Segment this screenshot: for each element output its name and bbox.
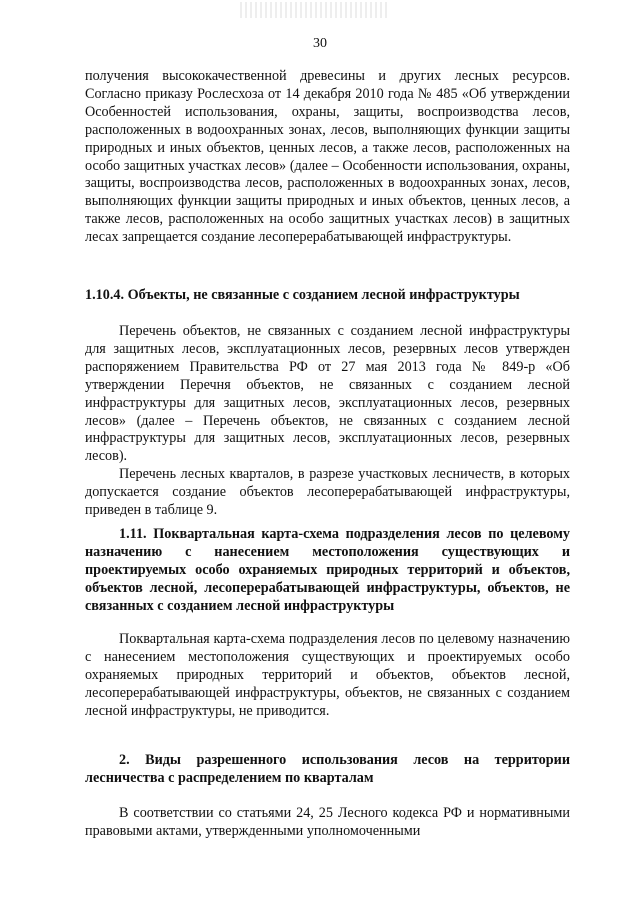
section-2-body <box>85 805 570 841</box>
paragraph-intro <box>85 68 570 247</box>
heading-section-2: 2. Виды разрешенного использования лесов на территории лесничества с распределением по кварталам <box>85 752 570 786</box>
heading-1-11: 1.11. Поквартальная карта-схема подразделения лесов по целевому назначению с нанесением местоположения существующих и проектируемых особо охраняемых природных территорий и объектов, объектов лесной, лесоперерабатывающей инфраструктуры, объектов, не связанных с созданием лесной инфраструктуры <box>85 526 570 614</box>
scan-artifact <box>240 2 390 18</box>
paragraph-text: получения высококачественной древесины и других лесных ресурсов. Согласно приказу Рослесхоза от 14 декабря 2010 года № 485 «Об утверждении Особенностей использования, охраны, защиты, воспроизводства лесов, расположенных в водоохранных зонах, лесов, выполняющих функции защиты природных и иных объектов, ценных лесов, а также лесов, расположенных на особо защитных участках лесов» (далее – Особенности использования, охраны, защиты, воспроизводства лесов, расположенных в водоохранных зонах, лесов, выполняющих функции защиты природных и иных объектов, ценных лесов, а также лесов, расположенных на особо защитных участках лесов) в защитных лесах запрещается создание лесоперерабатывающей инфраструктуры. <box>85 68 570 246</box>
section-1-10-4-body <box>85 323 570 520</box>
paragraph-text: Поквартальная карта-схема подразделения лесов по целевому назначению с нанесением местоположения существующих и проектируемых особо охраняемых природных территорий и объектов, объектов лесной, лесоперерабатывающей инфраструктуры, объектов, не связанных с созданием лесной инфраструктуры, не приводится. <box>85 631 570 719</box>
paragraph-text: Перечень объектов, не связанных с созданием лесной инфраструктуры для защитных лесов, эксплуатационных лесов, резервных лесов утвержден распоряжением Правительства РФ от 27 мая 2013 года № 849-р «Об утверждении Перечня объектов, не связанных с созданием лесной инфраструктуры для защитных лесов, эксплуатационных лесов, резервных лесов» (далее – Перечень объектов, не связанных с созданием лесной инфраструктуры для защитных лесов, эксплуатационных лесов, резервных лесов). <box>85 323 570 465</box>
page-number: 30 <box>313 36 327 51</box>
paragraph-text: В соответствии со статьями 24, 25 Лесного кодекса РФ и нормативными правовыми актами, утвержденными уполномоченными <box>85 805 570 839</box>
paragraph-text: Перечень лесных кварталов, в разрезе участковых лесничеств, в которых допускается создание объектов лесоперерабатывающей инфраструктуры, приведен в таблице 9. <box>85 466 570 519</box>
section-1-11-body <box>85 631 570 721</box>
heading-1-10-4: 1.10.4. Объекты, не связанные с созданием лесной инфраструктуры <box>85 287 520 303</box>
